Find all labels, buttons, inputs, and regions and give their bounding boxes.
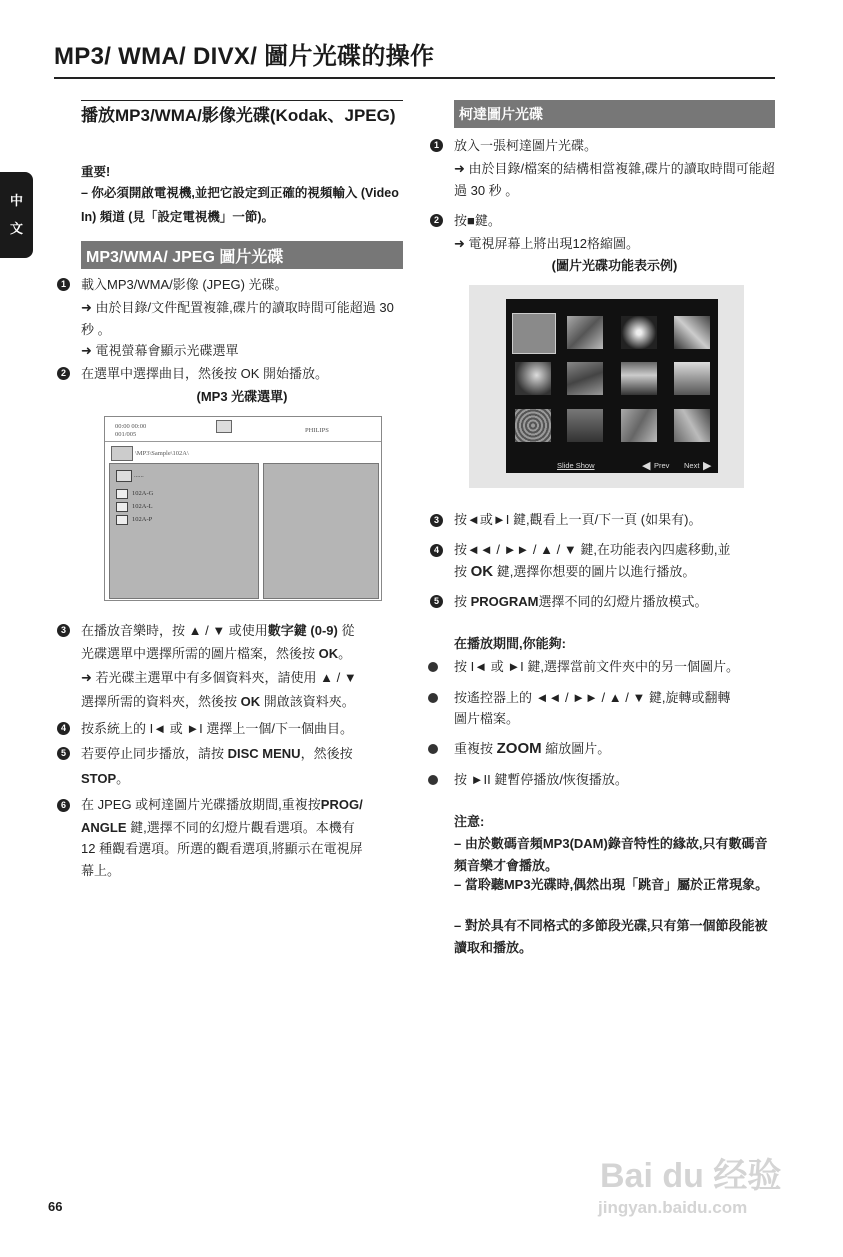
thumbnail[interactable] bbox=[674, 409, 710, 442]
image-file-icon bbox=[116, 489, 128, 499]
left-step-4: 按系統上的 I◄ 或 ►I 選擇上一個/下一個曲目。 bbox=[81, 721, 354, 736]
left-step-5-line2 bbox=[81, 768, 129, 790]
bullet-2-line2: 圖片檔案。 bbox=[454, 711, 520, 726]
section-heading: 播放MP3/WMA/影像光碟(Kodak、JPEG) bbox=[81, 106, 396, 125]
left-step-5-end: 。 bbox=[116, 771, 130, 786]
next-button[interactable]: Next bbox=[684, 461, 700, 470]
ok-key-label: OK bbox=[318, 646, 339, 661]
stop-key-label: STOP bbox=[81, 771, 117, 786]
page-title: MP3/ WMA/ DIVX/ 圖片光碟的操作 bbox=[54, 43, 435, 70]
left-step-3-line2-suffix: 。 bbox=[338, 646, 352, 661]
left-step-3-line2-text: 光碟選單中選擇所需的圖片檔案，然後按 bbox=[81, 646, 319, 661]
thumbnail[interactable] bbox=[621, 316, 657, 349]
file-item[interactable]: 102A-G bbox=[132, 490, 154, 497]
step-number-6: 6 bbox=[57, 799, 70, 812]
next-arrow-icon[interactable]: ▶ bbox=[703, 460, 712, 472]
bullet-3-suffix: 縮放圖片。 bbox=[541, 741, 611, 756]
file-item[interactable]: 102A-P bbox=[132, 516, 153, 523]
right-step-4-line1: 按◄◄ / ►► / ▲ / ▼ 鍵,在功能表內四處移動,並 bbox=[454, 542, 731, 557]
mp3-brand: PHILIPS bbox=[305, 427, 329, 434]
step-number-5: 5 bbox=[57, 747, 70, 760]
kodak-nav-bar bbox=[506, 459, 718, 473]
thumbnail[interactable] bbox=[621, 409, 657, 442]
note-3: – 對於具有不同格式的多節段光碟,只有第一個節段能被讀取和播放。 bbox=[454, 918, 768, 955]
left-step-3-line1 bbox=[81, 620, 354, 642]
thumbnail[interactable] bbox=[567, 316, 603, 349]
section-rule bbox=[81, 100, 403, 101]
right-step-1: 放入一張柯達圖片光碟。 bbox=[454, 138, 598, 153]
bullet-4: 按 ►II 鍵暫停播放/恢復播放。 bbox=[454, 772, 628, 787]
right-step-2: 按■鍵。 bbox=[454, 213, 501, 228]
step-number-2: 2 bbox=[57, 367, 70, 380]
mp3-menu-caption: (MP3 光碟選單) bbox=[196, 389, 288, 404]
bullet-3 bbox=[454, 738, 610, 760]
left-step-6-text: 在 JPEG 或柯達圖片光碟播放期間,重複按 bbox=[81, 797, 321, 812]
folder-up-label: ...... bbox=[134, 472, 144, 479]
step-number-4: 4 bbox=[57, 722, 70, 735]
important-label: 重要! bbox=[81, 165, 111, 179]
left-step-6-line4: 幕上。 bbox=[81, 863, 121, 878]
step-number-3: 3 bbox=[430, 514, 443, 527]
right-step-3: 按◄或►I 鍵,觀看上一頁/下一頁 (如果有)。 bbox=[454, 512, 702, 527]
language-tab-char2: 文 bbox=[9, 221, 23, 236]
left-step-6-text2: 鍵,選擇不同的幻燈片觀看選項。本機有 bbox=[126, 820, 355, 835]
step-number-4: 4 bbox=[430, 544, 443, 557]
angle-key-label: ANGLE bbox=[81, 820, 127, 835]
step-number-1: 1 bbox=[430, 139, 443, 152]
left-step-6-line1 bbox=[81, 794, 363, 816]
image-file-icon bbox=[116, 515, 128, 525]
mp3-track: 001/005 bbox=[115, 431, 137, 438]
right-step-2-note: ➜ 電視屏幕上將出現12格縮圖。 bbox=[454, 236, 639, 251]
mp3-file-list bbox=[109, 463, 259, 599]
thumbnail[interactable] bbox=[515, 409, 551, 442]
language-tab-char1: 中 bbox=[9, 193, 23, 208]
bullet bbox=[428, 662, 438, 672]
thumbnail-selected[interactable] bbox=[512, 313, 556, 354]
left-step-3-note-line1: ➜ 若光碟主選單中有多個資料夾，請使用 ▲ / ▼ bbox=[81, 670, 357, 685]
step-number-5: 5 bbox=[430, 595, 443, 608]
right-step-5 bbox=[454, 591, 708, 613]
left-step-5-text: 若要停止同步播放，請按 bbox=[81, 746, 228, 761]
section-bar-mp3: MP3/WMA/ JPEG 圖片光碟 bbox=[81, 241, 403, 269]
watermark-url: jingyan.baidu.com bbox=[598, 1198, 748, 1217]
thumbnail[interactable] bbox=[621, 362, 657, 395]
right-step-4-text: 按 bbox=[454, 564, 471, 579]
left-step-3-suffix: 從 bbox=[337, 623, 355, 638]
thumbnail[interactable] bbox=[567, 362, 603, 395]
left-step-1-note-1: ➜ 由於目錄/文件配置複雜,碟片的讀取時間可能超過 30 秒 。 bbox=[81, 300, 394, 337]
right-step-4-suffix: 鍵,選擇你想要的圖片以進行播放。 bbox=[493, 564, 696, 579]
prog-key-label: PROG/ bbox=[320, 797, 363, 812]
left-step-6-line3: 12 種觀看選項。所選的觀看選項,將顯示在電視屏 bbox=[81, 841, 363, 856]
mp3-menu-screenshot bbox=[104, 416, 382, 601]
zoom-key-label: ZOOM bbox=[496, 740, 542, 757]
disc-menu-key-label: DISC MENU bbox=[227, 746, 301, 761]
thumbnail[interactable] bbox=[674, 316, 710, 349]
left-step-5-line1 bbox=[81, 743, 353, 765]
step-number-1: 1 bbox=[57, 278, 70, 291]
note-1: – 由於數碼音頻MP3(DAM)錄音特性的緣故,只有數碼音頻音樂才會播放。 bbox=[454, 836, 768, 873]
folder-up-icon bbox=[116, 470, 132, 482]
bullet-2-line1: 按遙控器上的 ◄◄ / ►► / ▲ / ▼ 鍵,旋轉或翻轉 bbox=[454, 690, 731, 705]
bullet bbox=[428, 775, 438, 785]
during-playback-heading: 在播放期間,你能夠: bbox=[454, 636, 566, 651]
kodak-menu-caption: (圖片光碟功能表示例) bbox=[551, 258, 678, 273]
left-step-3-line2 bbox=[81, 643, 351, 665]
step-number-3: 3 bbox=[57, 624, 70, 637]
mp3-time: 00:00 00:00 bbox=[115, 423, 147, 430]
right-step-5-text: 按 bbox=[454, 594, 471, 609]
watermark-brand: Bai du 经验 bbox=[600, 1157, 782, 1195]
left-step-5-suffix: ，然後按 bbox=[300, 746, 353, 761]
thumbnail[interactable] bbox=[567, 409, 603, 442]
right-step-1-note: ➜ 由於目錄/檔案的結構相當複雜,碟片的讀取時間可能超過 30 秒 。 bbox=[454, 161, 775, 198]
left-step-1: 載入MP3/WMA/影像 (JPEG) 光碟。 bbox=[81, 277, 288, 292]
bullet bbox=[428, 693, 438, 703]
right-step-4-line2 bbox=[454, 561, 695, 583]
kodak-menu-screenshot bbox=[469, 285, 744, 488]
title-rule bbox=[54, 77, 775, 79]
section-bar-kodak: 柯達圖片光碟 bbox=[454, 100, 775, 128]
program-key-label: PROGRAM bbox=[470, 594, 539, 609]
step-number-2: 2 bbox=[430, 214, 443, 227]
language-tab bbox=[0, 172, 33, 258]
right-step-5-suffix: 選擇不同的幻燈片播放模式。 bbox=[538, 594, 708, 609]
left-step-3-note-line2 bbox=[81, 691, 355, 713]
mp3-path: \MP3\Sample\102A\ bbox=[135, 450, 189, 457]
ok-key-label: OK bbox=[470, 563, 494, 580]
left-step-1-note-2: ➜ 電視螢幕會顯示光碟選單 bbox=[81, 343, 239, 358]
thumbnail-grid bbox=[506, 299, 718, 473]
ok-key-label: OK bbox=[240, 694, 261, 709]
important-text: – 你必須開啟電視機,並把它設定到正確的視頻輸入 (Video In) 頻道 (見「設定電視機」一節)。 bbox=[81, 186, 399, 224]
note-heading: 注意: bbox=[454, 814, 485, 829]
folder-icon bbox=[111, 446, 133, 461]
numeric-keys-label: 數字鍵 (0-9) bbox=[267, 623, 338, 638]
page-number: 66 bbox=[48, 1199, 63, 1214]
file-item[interactable]: 102A-L bbox=[132, 503, 153, 510]
mp3-disc-icon bbox=[216, 420, 232, 433]
left-step-3-note-text: 選擇所需的資料夾，然後按 bbox=[81, 694, 241, 709]
bullet-1: 按 I◄ 或 ►I 鍵,選擇當前文件夾中的另一個圖片。 bbox=[454, 659, 740, 674]
prev-arrow-icon[interactable]: ◀ bbox=[642, 460, 651, 472]
mp3-preview-pane bbox=[263, 463, 379, 599]
prev-button[interactable]: Prev bbox=[654, 461, 670, 470]
image-file-icon bbox=[116, 502, 128, 512]
slideshow-button[interactable]: Slide Show bbox=[557, 461, 595, 470]
mp3-divider bbox=[105, 441, 381, 442]
thumbnail[interactable] bbox=[515, 362, 551, 395]
left-step-6-line2 bbox=[81, 817, 355, 839]
thumbnail[interactable] bbox=[674, 362, 710, 395]
left-step-3-text: 在播放音樂時，按 ▲ / ▼ 或使用 bbox=[81, 623, 268, 638]
left-step-2: 在選單中選擇曲目，然後按 OK 開始播放。 bbox=[81, 366, 329, 381]
note-2: – 當聆聽MP3光碟時,偶然出現「跳音」屬於正常現象。 bbox=[454, 877, 769, 892]
bullet bbox=[428, 744, 438, 754]
bullet-3-text: 重複按 bbox=[454, 741, 497, 756]
left-step-3-note-suffix: 開啟該資料夾。 bbox=[260, 694, 355, 709]
